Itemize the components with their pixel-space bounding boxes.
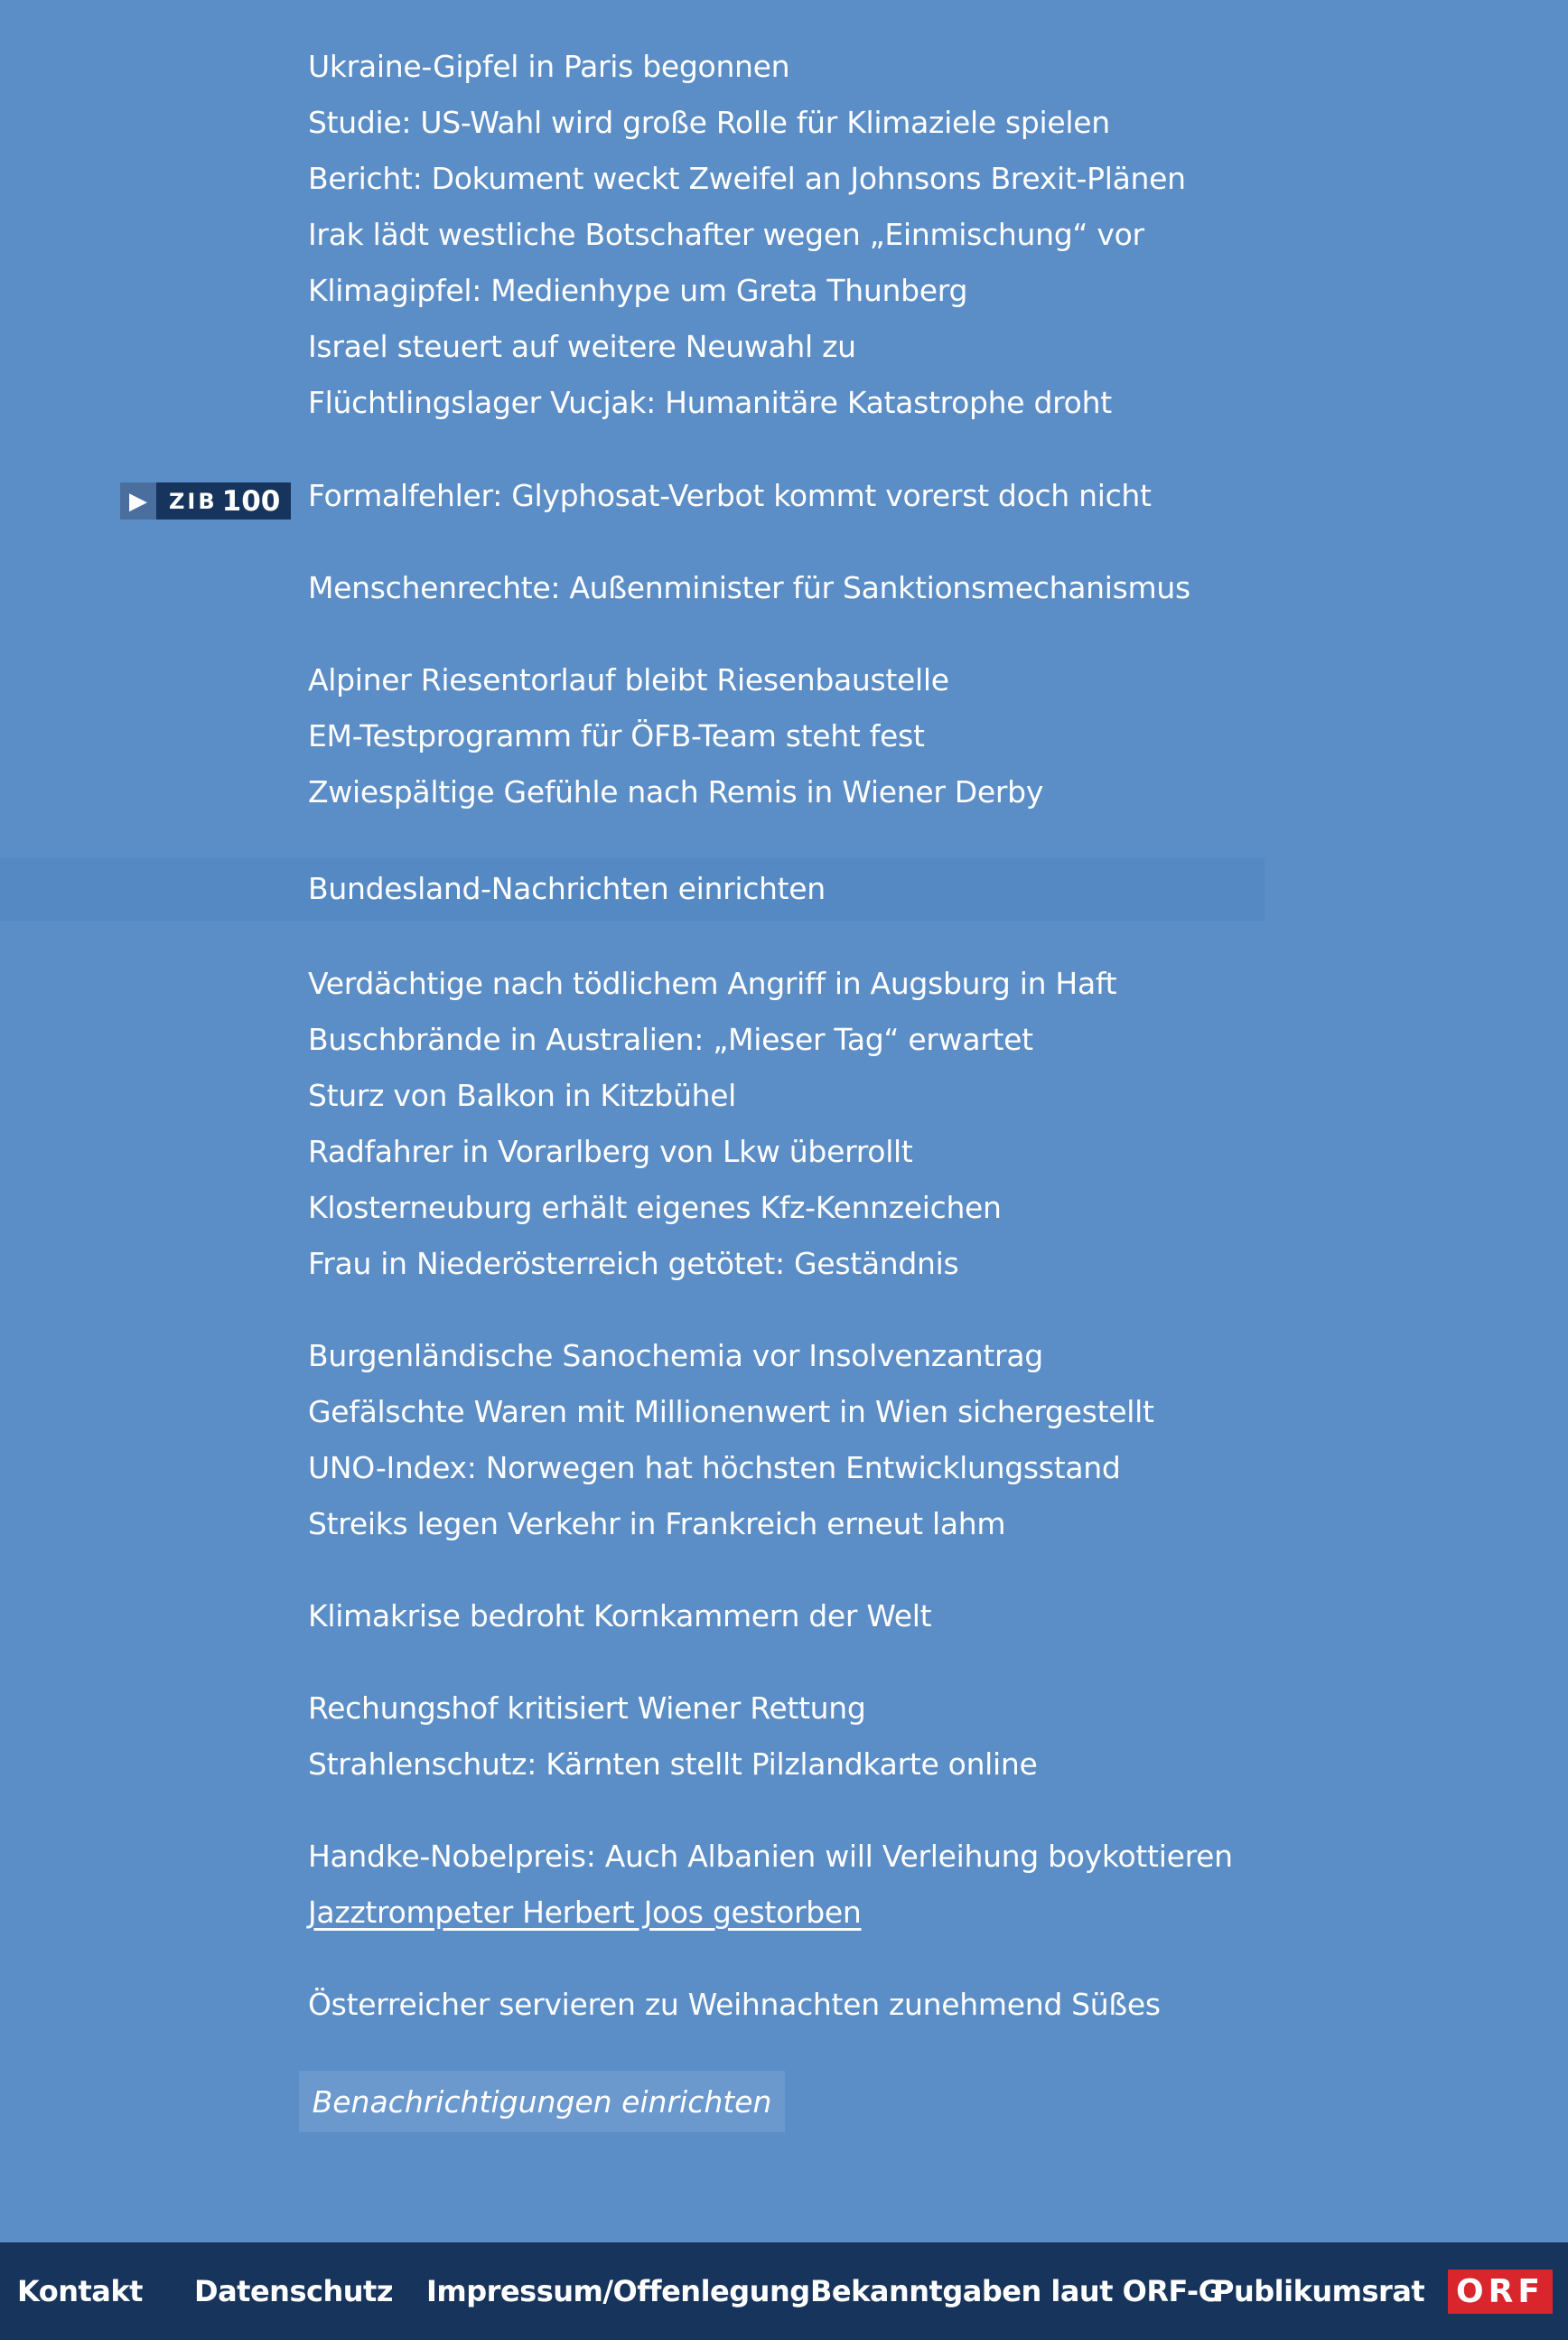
footer-link-impressum[interactable]: Impressum/Offenlegung: [426, 2274, 810, 2308]
notifications-button[interactable]: Benachrichtigungen einrichten: [299, 2071, 785, 2132]
footer-link-bekanntgaben[interactable]: Bekanntgaben laut ORF-G: [810, 2274, 1222, 2308]
news-link[interactable]: UNO-Index: Norwegen hat höchsten Entwicklungsstand: [308, 1450, 1121, 1485]
section-science: [0, 1588, 1265, 1644]
news-link[interactable]: Strahlenschutz: Kärnten stellt Pilzlandkarte online: [308, 1746, 1038, 1782]
bundesland-setup-link[interactable]: Bundesland-Nachrichten einrichten: [308, 871, 826, 906]
news-link[interactable]: Streiks legen Verkehr in Frankreich erneut lahm: [308, 1506, 1006, 1541]
news-link[interactable]: Menschenrechte: Außenminister für Sanktionsmechanismus: [308, 570, 1190, 605]
news-link[interactable]: Verdächtige nach tödlichem Angriff in Augsburg in Haft: [308, 966, 1117, 1001]
news-link[interactable]: Sturz von Balkon in Kitzbühel: [308, 1078, 737, 1113]
section-gesundheit: [0, 1680, 1265, 1792]
section-chronik: [0, 956, 1265, 1292]
zib-number: 100: [221, 484, 281, 518]
news-link[interactable]: Österreicher servieren zu Weihnachten zunehmend Süßes: [308, 1987, 1161, 2022]
news-link[interactable]: Alpiner Riesentorlauf bleibt Riesenbaustelle: [308, 662, 949, 697]
footer: [0, 2242, 1568, 2340]
news-link[interactable]: Frau in Niederösterreich getötet: Geständnis: [308, 1246, 959, 1281]
news-link[interactable]: Zwiespältige Gefühle nach Remis in Wiener Derby: [308, 774, 1044, 810]
section-wirtschaft: [0, 1328, 1265, 1552]
news-link[interactable]: Burgenländische Sanochemia vor Insolvenzantrag: [308, 1338, 1043, 1373]
news-link[interactable]: Klimakrise bedroht Kornkammern der Welt: [308, 1598, 932, 1633]
news-link[interactable]: Gefälschte Waren mit Millionenwert in Wien sichergestellt: [308, 1394, 1154, 1429]
section-kultur: [0, 1829, 1265, 1941]
news-link[interactable]: Flüchtlingslager Vucjak: Humanitäre Katastrophe droht: [308, 385, 1112, 420]
news-link[interactable]: Rechungshof kritisiert Wiener Rettung: [308, 1690, 866, 1726]
section-ausland: [0, 39, 1265, 431]
news-link[interactable]: Irak lädt westliche Botschafter wegen „Einmischung“ vor: [308, 217, 1144, 252]
news-link[interactable]: Formalfehler: Glyphosat-Verbot kommt vorerst doch nicht: [308, 478, 1152, 513]
section-sport: [0, 652, 1265, 820]
footer-link-kontakt[interactable]: Kontakt: [17, 2274, 143, 2308]
news-link[interactable]: Israel steuert auf weitere Neuwahl zu: [308, 329, 856, 364]
news-link[interactable]: Buschbrände in Australien: „Mieser Tag“ erwartet: [308, 1022, 1033, 1057]
news-link[interactable]: Studie: US-Wahl wird große Rolle für Klimaziele spielen: [308, 105, 1110, 140]
news-link[interactable]: Ukraine-Gipfel in Paris begonnen: [308, 49, 790, 84]
news-link[interactable]: Klimagipfel: Medienhype um Greta Thunberg: [308, 273, 968, 308]
section-mein-bundesland: [0, 857, 1265, 921]
footer-link-datenschutz[interactable]: Datenschutz: [194, 2274, 393, 2308]
news-link[interactable]: Bericht: Dokument weckt Zweifel an Johnsons Brexit-Plänen: [308, 161, 1186, 196]
zib100-logo[interactable]: [120, 482, 291, 519]
section-zib100: [0, 468, 1265, 524]
news-link[interactable]: EM-Testprogramm für ÖFB-Team steht fest: [308, 718, 925, 753]
news-link[interactable]: Klosterneuburg erhält eigenes Kfz-Kennzeichen: [308, 1190, 1002, 1225]
play-icon: ▶: [120, 482, 156, 519]
orf-logo[interactable]: ORF: [1448, 2270, 1553, 2314]
news-link[interactable]: Handke-Nobelpreis: Auch Albanien will Verleihung boykottieren: [308, 1839, 1233, 1874]
section-eu: [0, 560, 1265, 616]
footer-link-publikumsrat[interactable]: Publikumsrat: [1213, 2274, 1425, 2308]
zib-label: ZIB: [169, 488, 218, 514]
section-lifestyle: [0, 1977, 1265, 2033]
news-link[interactable]: Radfahrer in Vorarlberg von Lkw überrollt: [308, 1134, 913, 1169]
news-link-hovered[interactable]: Jazztrompeter Herbert Joos gestorben: [308, 1895, 862, 1930]
